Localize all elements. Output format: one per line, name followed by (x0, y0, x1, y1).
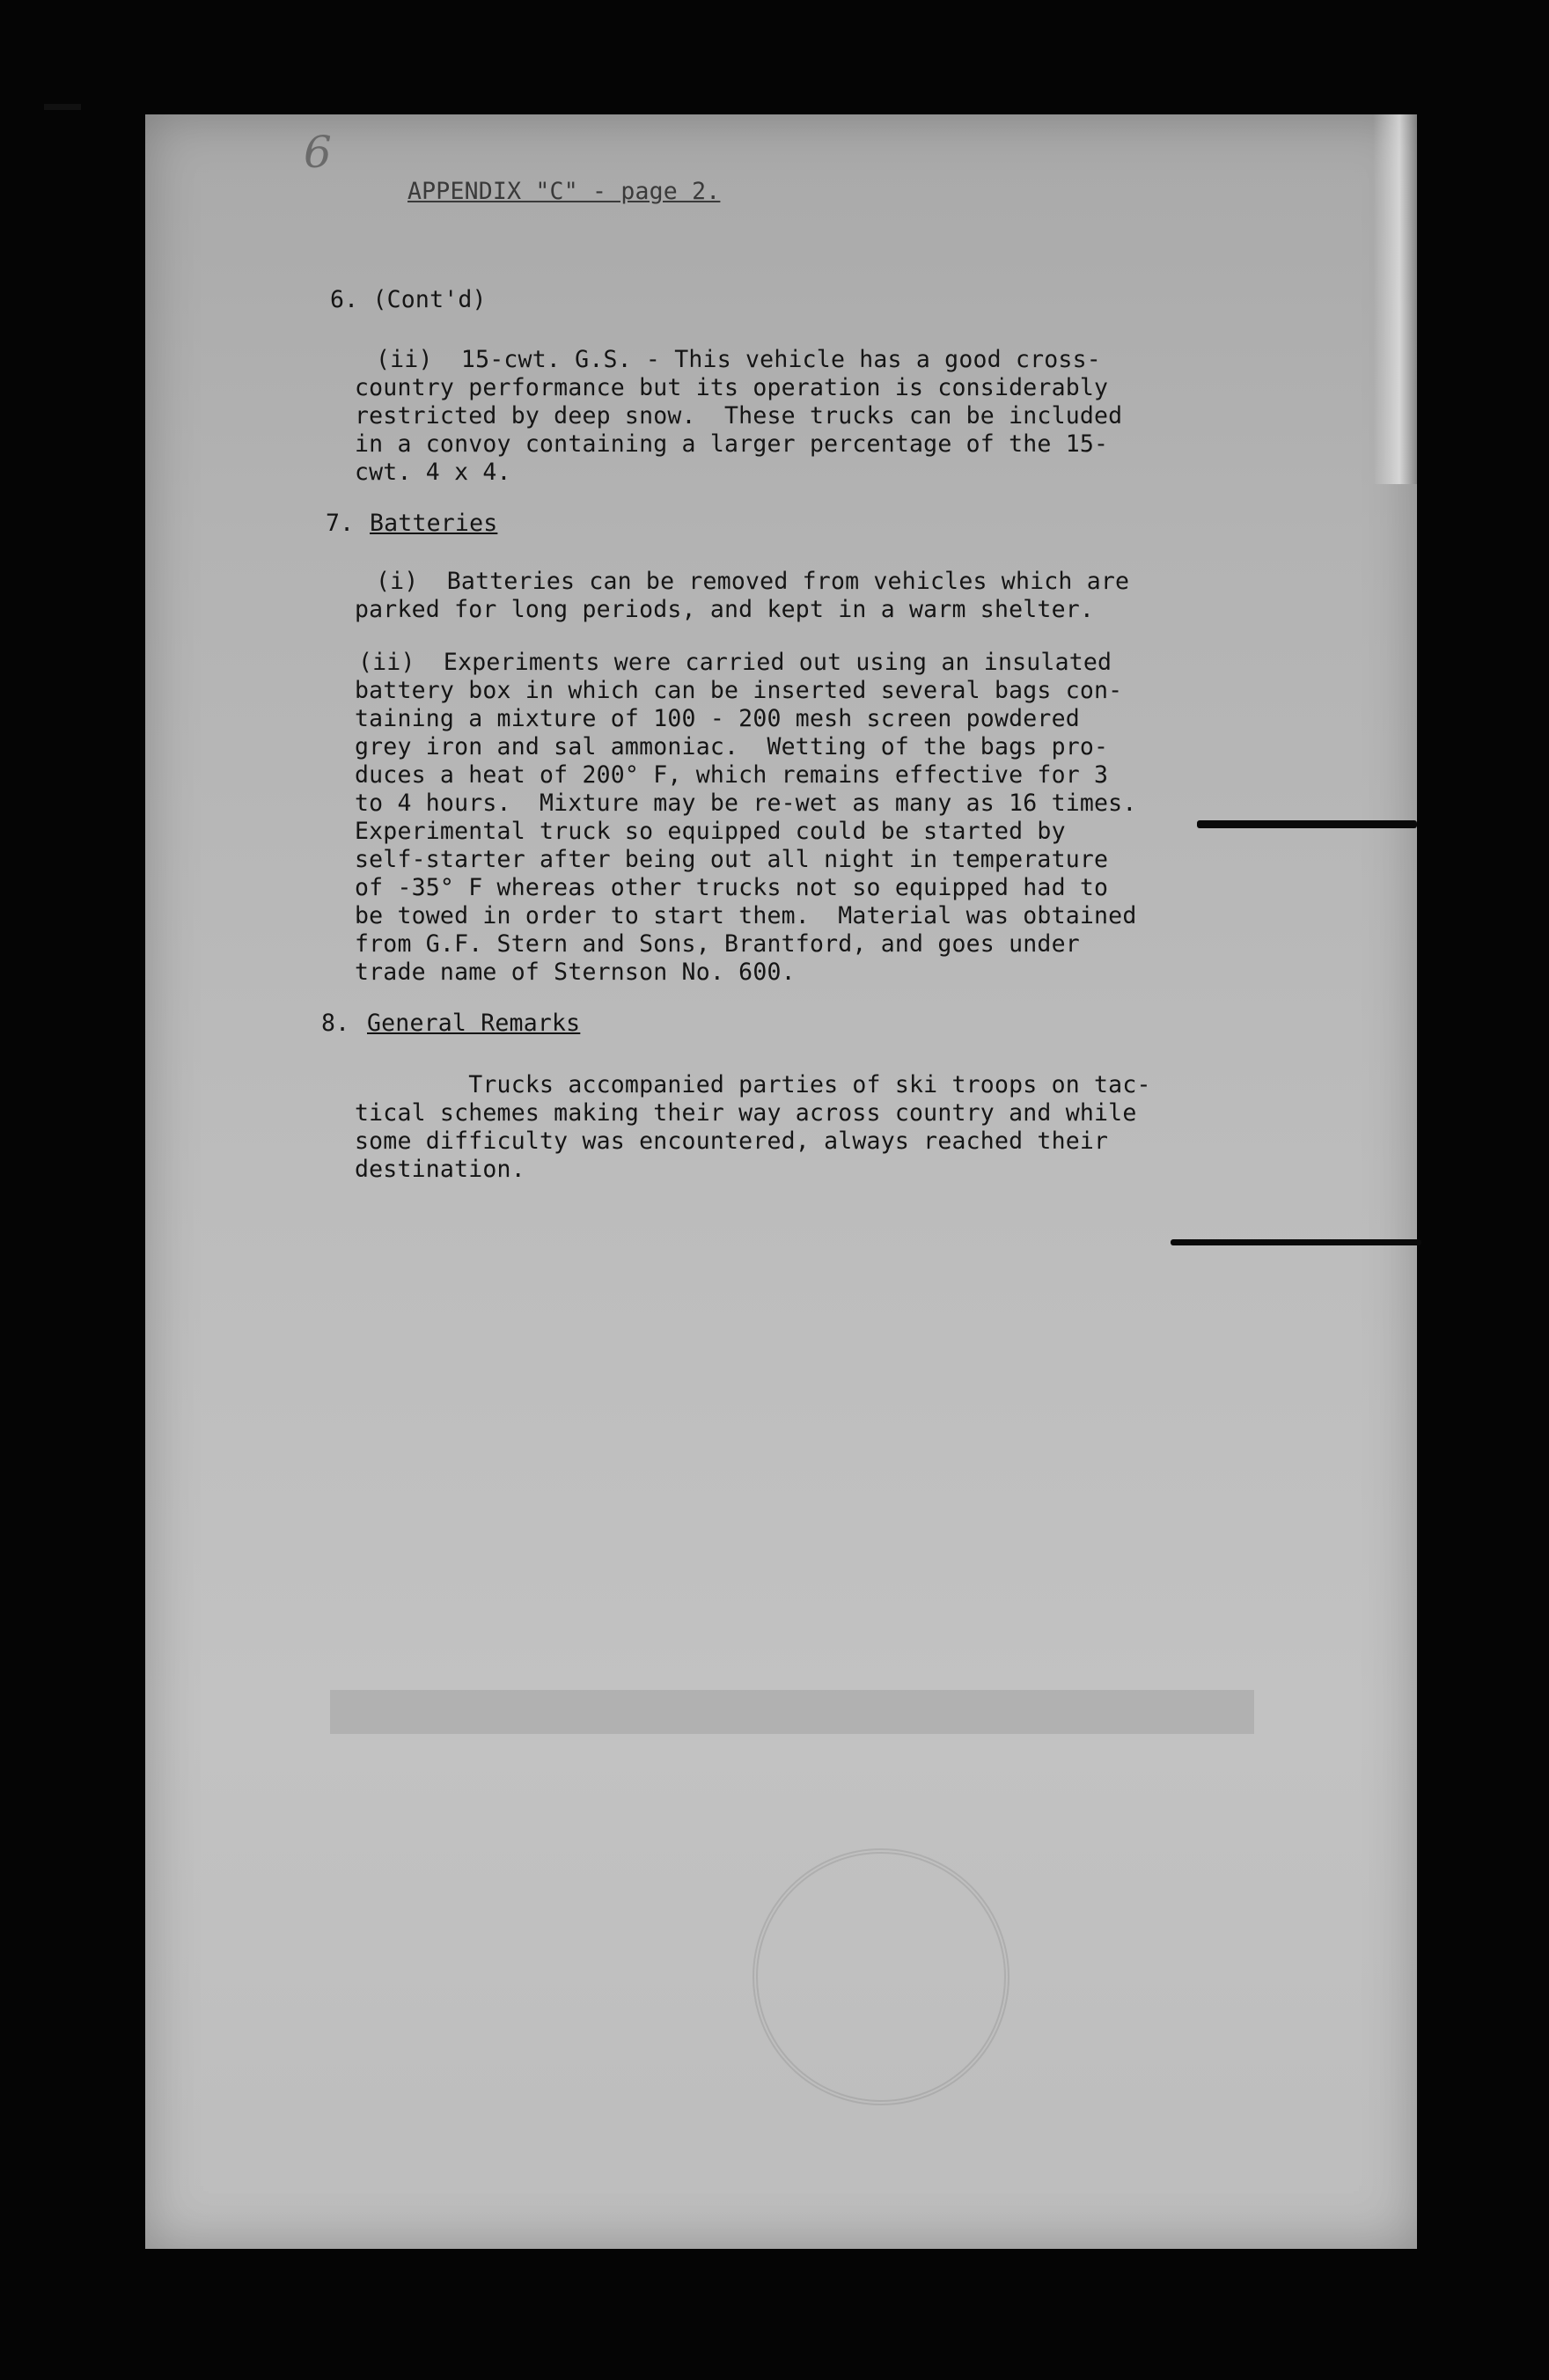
section-8-line: Trucks accompanied parties of ski troops on tac- (355, 1071, 1151, 1098)
page-fold-shadow (1373, 114, 1417, 484)
section-6-ii-line: (ii) 15-cwt. G.S. - This vehicle has a good cross- (376, 346, 1101, 373)
section-7-ii-line: to 4 hours. Mixture may be re-wet as many as 16 times. (355, 790, 1137, 817)
document-page (145, 114, 1417, 2249)
section-8-line: destination. (355, 1156, 525, 1183)
section-8-line: tical schemes making their way across country and while (355, 1099, 1137, 1127)
section-6-label: 6. (Cont'd) (330, 286, 487, 313)
section-6-ii-line: in a convoy containing a larger percentage of the 15- (355, 430, 1109, 458)
section-7-ii-line: be towed in order to start them. Material was obtained (355, 902, 1137, 929)
faint-stamp-mark (752, 1848, 1009, 2105)
section-7-ii-line: duces a heat of 200° F, which remains effective for 3 (355, 761, 1109, 789)
section-6-ii-line: cwt. 4 x 4. (355, 459, 511, 486)
ink-smudge-mark (1171, 1239, 1421, 1245)
section-6-ii-line: restricted by deep snow. These trucks can be included (355, 402, 1123, 430)
margin-note: 6 (304, 127, 332, 178)
section-7-ii-line: grey iron and sal ammoniac. Wetting of the bags pro- (355, 733, 1109, 760)
section-7-ii-line: self-starter after being out all night in temperature (355, 846, 1109, 873)
bleed-through-text-mark (330, 1672, 1254, 1752)
section-7-ii-line: taining a mixture of 100 - 200 mesh screen powdered (355, 705, 1080, 732)
section-7-i-line: parked for long periods, and kept in a warm shelter. (355, 596, 1095, 623)
section-7-ii-line: from G.F. Stern and Sons, Brantford, and goes under (355, 930, 1080, 958)
section-7-title: Batteries (370, 510, 498, 537)
section-7-ii-line: Experimental truck so equipped could be started by (355, 818, 1066, 845)
section-7-number: 7. (326, 510, 355, 537)
section-7-ii-line: battery box in which can be inserted several bags con- (355, 677, 1123, 704)
section-7-ii-line: (ii) Experiments were carried out using an insulated (358, 649, 1112, 676)
section-8-number: 8. (321, 1010, 350, 1037)
section-6-ii-line: country performance but its operation is considerably (355, 374, 1109, 401)
margin-dash-mark (44, 104, 81, 110)
section-8-line: some difficulty was encountered, always reached their (355, 1128, 1109, 1155)
section-7-ii-line: of -35° F whereas other trucks not so equipped had to (355, 874, 1109, 901)
section-7-i-line: (i) Batteries can be removed from vehicles which are (376, 568, 1130, 595)
section-8-title: General Remarks (367, 1010, 581, 1037)
page-heading: APPENDIX "C" - page 2. (407, 178, 721, 205)
section-7-ii-line: trade name of Sternson No. 600. (355, 959, 796, 986)
ink-smudge-mark (1197, 820, 1417, 828)
